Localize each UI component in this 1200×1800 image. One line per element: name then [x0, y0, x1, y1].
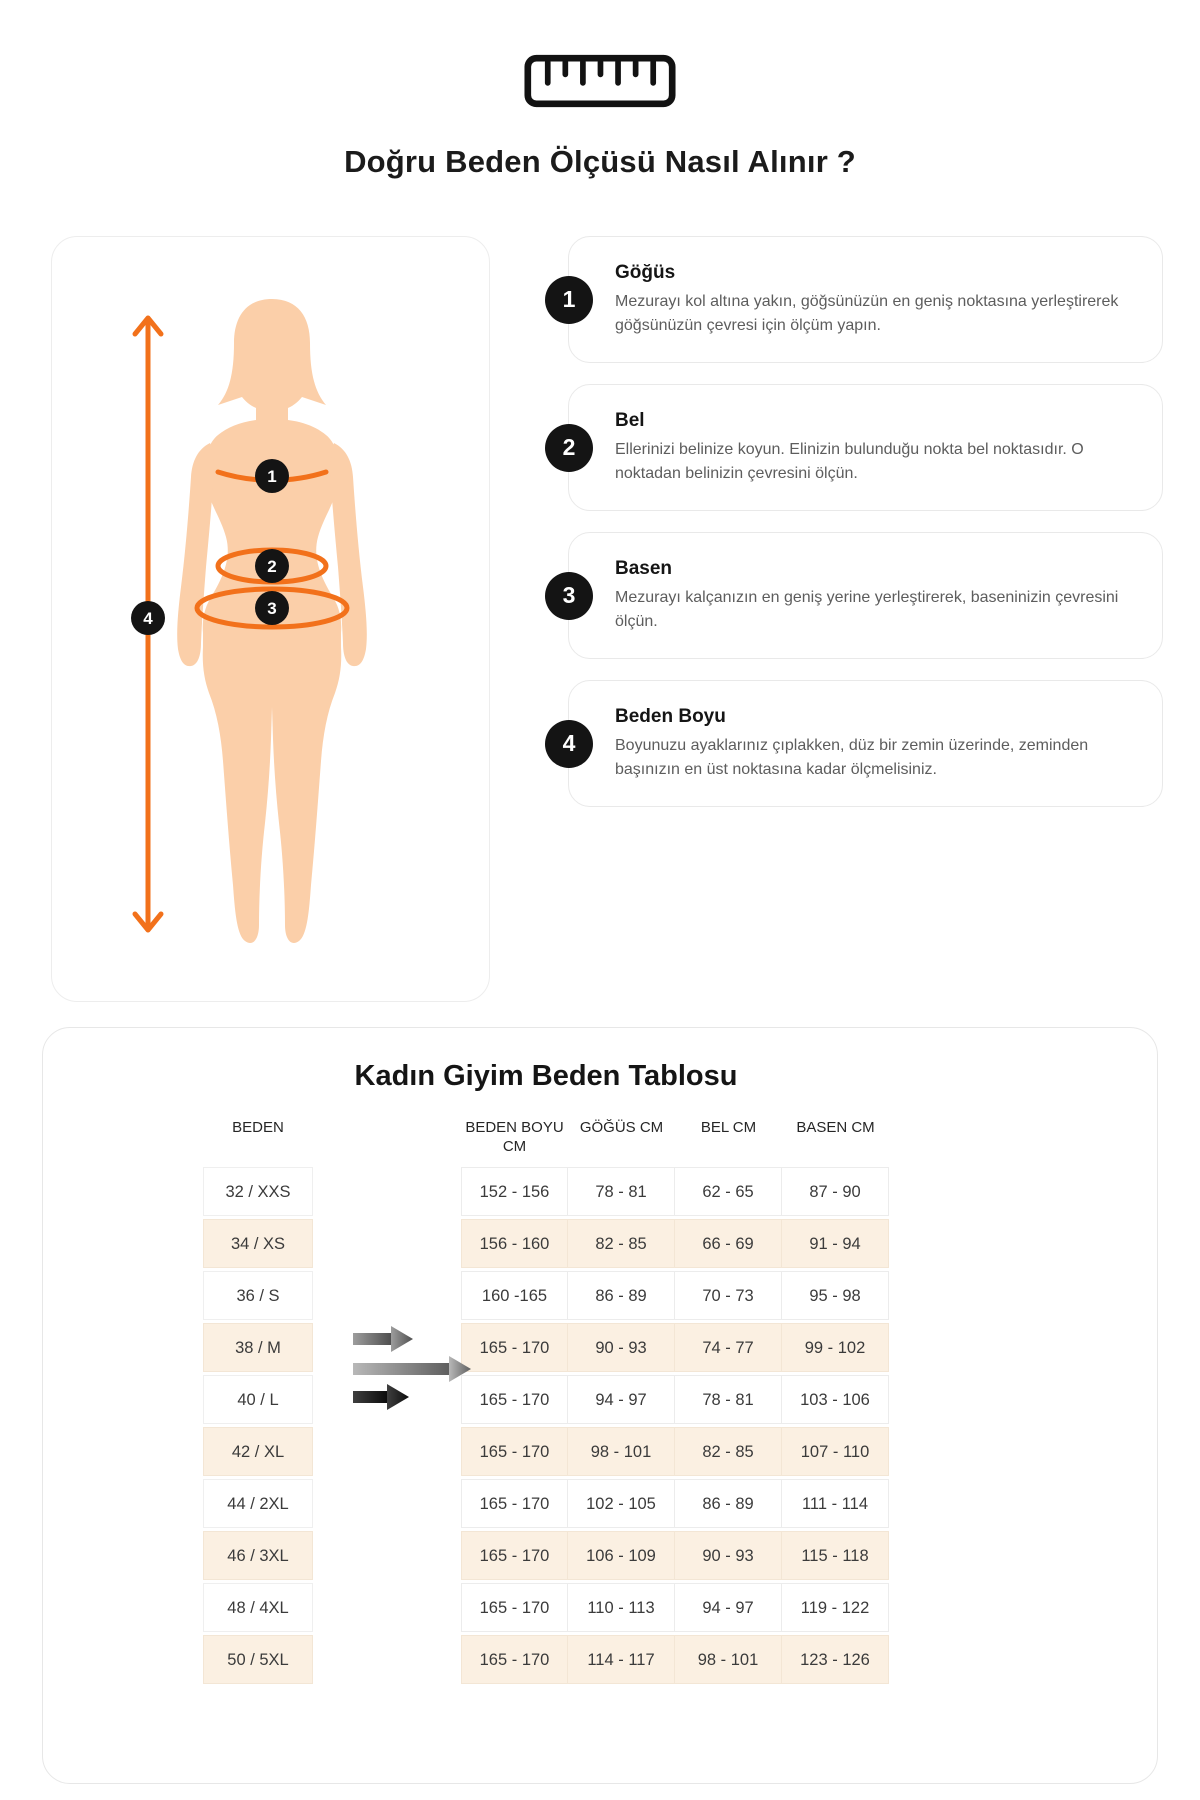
- size-cell: 34 / XS: [203, 1219, 313, 1268]
- instruction-text: Mezurayı kol altına yakın, göğsünüzün en geniş noktasına yerleştirerek göğsünüzün çevresi için ölçüm yapın.: [615, 293, 1119, 334]
- instruction-title: Göğüs: [615, 262, 676, 284]
- chest-range-cell: 90 - 93: [567, 1323, 675, 1372]
- size-cell: 48 / 4XL: [203, 1583, 313, 1632]
- table-row: [203, 1219, 889, 1268]
- gap-cell: [313, 1323, 461, 1372]
- waist-range-cell: 94 - 97: [674, 1583, 782, 1632]
- hips-range-cell: 107 - 110: [781, 1427, 889, 1476]
- table-row: [203, 1271, 889, 1320]
- size-table: [203, 1060, 889, 1684]
- instruction-text: Ellerinizi belinize koyun. Elinizin bulunduğu nokta bel noktasıdır. O noktadan belinizin çevresini ölçün.: [615, 441, 1084, 482]
- chest-range-cell: 114 - 117: [567, 1635, 675, 1684]
- step-number-badge: [545, 720, 593, 768]
- step-number: 3: [562, 582, 576, 608]
- step-number: 2: [562, 434, 576, 460]
- chest-range-cell: 102 - 105: [567, 1479, 675, 1528]
- size-cell: 46 / 3XL: [203, 1531, 313, 1580]
- hips-range-cell: 103 - 106: [781, 1375, 889, 1424]
- instruction-card: [562, 680, 1163, 807]
- instruction-title: Beden Boyu: [615, 706, 726, 728]
- table-row: [203, 1635, 889, 1684]
- table-row: [203, 1479, 889, 1528]
- header-gogus: GÖĞÜS CM: [579, 1119, 664, 1136]
- diagram-badge-4-label: 4: [143, 609, 153, 628]
- hips-range-cell: 95 - 98: [781, 1271, 889, 1320]
- size-table-title: Kadın Giyim Beden Tablosu: [354, 1060, 738, 1092]
- waist-range-cell: 78 - 81: [674, 1375, 782, 1424]
- diagram-badge-3-label: 3: [267, 599, 277, 618]
- size-cell: 36 / S: [203, 1271, 313, 1320]
- ruler-icon: [524, 54, 676, 108]
- waist-range-cell: 70 - 73: [674, 1271, 782, 1320]
- size-cell: 40 / L: [203, 1375, 313, 1424]
- hips-range-cell: 115 - 118: [781, 1531, 889, 1580]
- diagram-badge-2-label: 2: [267, 557, 277, 576]
- height-range-cell: 165 - 170: [461, 1583, 568, 1632]
- chest-range-cell: 94 - 97: [567, 1375, 675, 1424]
- instruction-body: [615, 558, 1132, 632]
- height-range-cell: 160 -165: [461, 1271, 568, 1320]
- size-cell: 42 / XL: [203, 1427, 313, 1476]
- step-number: 1: [562, 286, 576, 312]
- body-silhouette-diagram: [52, 237, 489, 1001]
- gap-cell: [313, 1583, 461, 1632]
- height-range-cell: 165 - 170: [461, 1479, 568, 1528]
- step-number-badge: [545, 572, 593, 620]
- table-row: [203, 1323, 889, 1372]
- height-range-cell: 156 - 160: [461, 1219, 568, 1268]
- height-range-cell: 152 - 156: [461, 1167, 568, 1216]
- instruction-card: [562, 384, 1163, 511]
- gap-cell: [313, 1375, 461, 1424]
- size-cell: 50 / 5XL: [203, 1635, 313, 1684]
- instruction-title: Bel: [615, 410, 645, 432]
- gap-cell: [313, 1531, 461, 1580]
- header-icon-wrap: [0, 0, 1200, 108]
- header-beden: BEDEN: [232, 1119, 284, 1136]
- step-number-badge: [545, 276, 593, 324]
- size-table-header: [203, 1117, 889, 1157]
- height-range-cell: 165 - 170: [461, 1427, 568, 1476]
- instruction-cards: [562, 236, 1163, 807]
- table-row: [203, 1167, 889, 1216]
- size-cell: 32 / XXS: [203, 1167, 313, 1216]
- table-row: [203, 1531, 889, 1580]
- size-cell: 44 / 2XL: [203, 1479, 313, 1528]
- chest-range-cell: 106 - 109: [567, 1531, 675, 1580]
- size-cell: 38 / M: [203, 1323, 313, 1372]
- height-range-cell: 165 - 170: [461, 1531, 568, 1580]
- chest-range-cell: 82 - 85: [567, 1219, 675, 1268]
- instruction-card: [562, 532, 1163, 659]
- step-number-badge: [545, 424, 593, 472]
- table-row: [203, 1375, 889, 1424]
- instruction-text: Boyunuzu ayaklarınız çıplakken, düz bir zemin üzerinde, zeminden başınızın en üst noktasına kadar ölçmelisiniz.: [615, 737, 1089, 778]
- instruction-body: [615, 262, 1132, 336]
- gap-cell: [313, 1427, 461, 1476]
- hips-range-cell: 123 - 126: [781, 1635, 889, 1684]
- page-title: Doğru Beden Ölçüsü Nasıl Alınır ?: [344, 144, 856, 179]
- header-gap: [313, 1117, 461, 1157]
- table-row: [203, 1583, 889, 1632]
- waist-range-cell: 66 - 69: [674, 1219, 782, 1268]
- gap-cell: [313, 1635, 461, 1684]
- chest-range-cell: 98 - 101: [567, 1427, 675, 1476]
- hips-range-cell: 91 - 94: [781, 1219, 889, 1268]
- waist-range-cell: 74 - 77: [674, 1323, 782, 1372]
- waist-range-cell: 98 - 101: [674, 1635, 782, 1684]
- waist-range-cell: 90 - 93: [674, 1531, 782, 1580]
- chest-range-cell: 86 - 89: [567, 1271, 675, 1320]
- hips-range-cell: 99 - 102: [781, 1323, 889, 1372]
- header-beden-boyu: BEDEN BOYU CM: [465, 1119, 564, 1155]
- measurement-section: [51, 236, 1163, 1002]
- diagram-badge-1-label: 1: [267, 467, 277, 486]
- header-bel: BEL CM: [700, 1119, 757, 1136]
- instruction-title: Basen: [615, 558, 673, 580]
- size-table-body: [203, 1167, 889, 1684]
- instruction-card: [562, 236, 1163, 363]
- header-basen: BASEN CM: [796, 1119, 875, 1136]
- height-range-cell: 165 - 170: [461, 1323, 568, 1372]
- table-row: [203, 1427, 889, 1476]
- hips-range-cell: 87 - 90: [781, 1167, 889, 1216]
- height-range-cell: 165 - 170: [461, 1635, 568, 1684]
- instruction-text: Mezurayı kalçanızın en geniş yerine yerleştirerek, baseninizin çevresini ölçün.: [615, 589, 1119, 630]
- waist-range-cell: 86 - 89: [674, 1479, 782, 1528]
- waist-range-cell: 62 - 65: [674, 1167, 782, 1216]
- hips-range-cell: 111 - 114: [781, 1479, 889, 1528]
- size-table-panel: [42, 1027, 1158, 1784]
- instruction-body: [615, 410, 1132, 484]
- chest-range-cell: 78 - 81: [567, 1167, 675, 1216]
- waist-range-cell: 82 - 85: [674, 1427, 782, 1476]
- hips-range-cell: 119 - 122: [781, 1583, 889, 1632]
- gap-cell: [313, 1219, 461, 1268]
- instruction-body: [615, 706, 1132, 780]
- body-measurement-diagram: [51, 236, 490, 1002]
- gap-cell: [313, 1271, 461, 1320]
- gap-cell: [313, 1167, 461, 1216]
- step-number: 4: [562, 730, 576, 756]
- height-range-cell: 165 - 170: [461, 1375, 568, 1424]
- gap-cell: [313, 1479, 461, 1528]
- chest-range-cell: 110 - 113: [567, 1583, 675, 1632]
